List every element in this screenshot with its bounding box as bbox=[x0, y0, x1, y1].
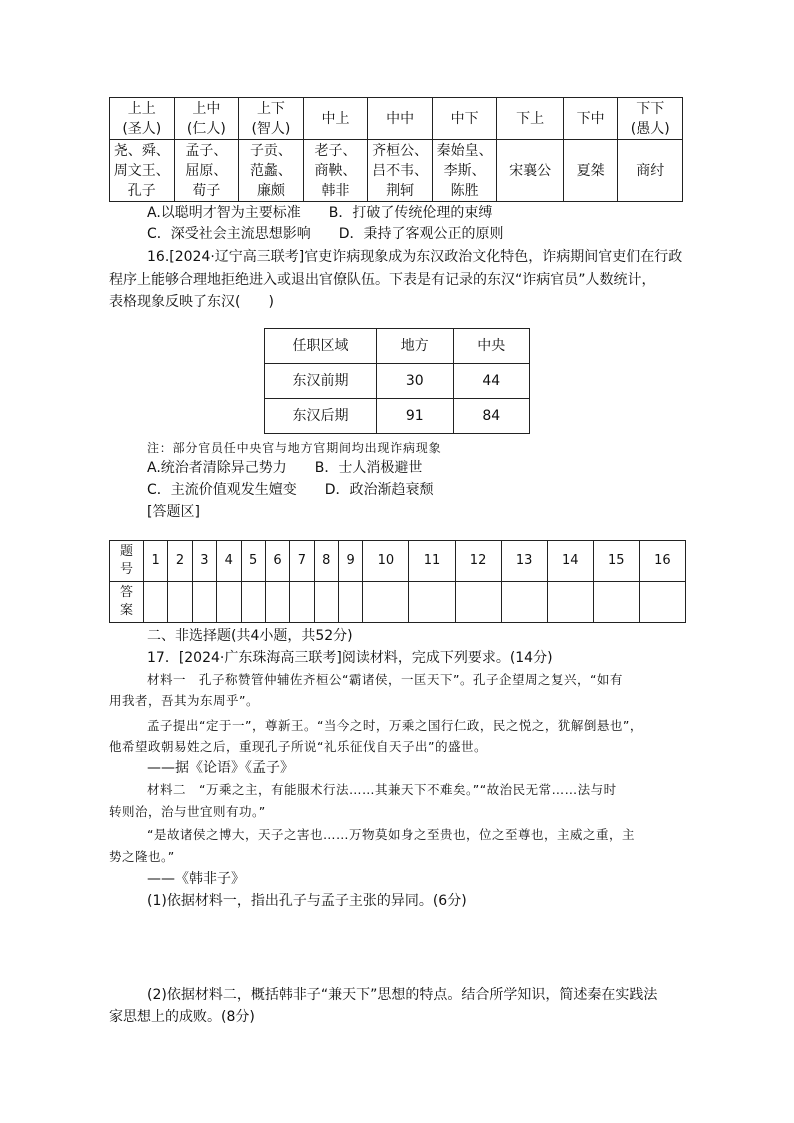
question-number: 4 bbox=[217, 541, 241, 582]
answer-cell-8[interactable] bbox=[314, 582, 338, 623]
table-row bbox=[110, 541, 686, 582]
answer-cell-3[interactable] bbox=[192, 582, 216, 623]
table-header: 下下 (愚人) bbox=[618, 98, 683, 140]
answer-cell-13[interactable] bbox=[501, 582, 547, 623]
question-number: 13 bbox=[501, 541, 547, 582]
answer-cell-4[interactable] bbox=[217, 582, 241, 623]
table-cell: 东汉后期 bbox=[265, 399, 377, 434]
answer-cell-10[interactable] bbox=[363, 582, 409, 623]
table-cell: 孟子、 屈原、 荀子 bbox=[174, 140, 239, 202]
table-row bbox=[110, 98, 683, 140]
material1-line-3: 孟子提出“定于一”，尊新王。“当今之时，万乘之国行仁政，民之悦之，犹解倒悬也”， bbox=[147, 718, 643, 733]
q15-option-line-2: C．深受社会主流思想影响 D．秉持了客观公正的原则 bbox=[147, 226, 504, 242]
question-number: 6 bbox=[265, 541, 289, 582]
question-number: 2 bbox=[168, 541, 192, 582]
question-number: 12 bbox=[455, 541, 501, 582]
table-header: 中上 bbox=[303, 98, 368, 140]
q17-sub1: (1)依据材料一，指出孔子与孟子主张的异同。(6分) bbox=[147, 893, 467, 909]
question-number: 5 bbox=[241, 541, 265, 582]
material1-line-4: 他希望政朝易姓之后，重现孔子所说“礼乐征伐自天子出”的盛世。 bbox=[109, 739, 487, 754]
answer-cell-5[interactable] bbox=[241, 582, 265, 623]
table-cell: 91 bbox=[377, 399, 453, 434]
table-cell: 尧、舜、 周文王、 孔子 bbox=[110, 140, 175, 202]
question-number: 10 bbox=[363, 541, 409, 582]
table-row bbox=[110, 140, 683, 202]
section-heading: 二、非选择题(共4小题，共52分) bbox=[147, 628, 353, 644]
question-number: 8 bbox=[314, 541, 338, 582]
table-cell: 东汉前期 bbox=[265, 364, 377, 399]
answer-cell-15[interactable] bbox=[593, 582, 639, 623]
row-label: 题 号 bbox=[110, 541, 144, 582]
table-cell: 齐桓公、 吕不韦、 荆轲 bbox=[368, 140, 433, 202]
question-number: 7 bbox=[290, 541, 314, 582]
q16-option-line-2: C．主流价值观发生嬗变 D．政治渐趋衰颓 bbox=[147, 482, 434, 498]
q17-sub2-line-2: 家思想上的成败。(8分) bbox=[109, 1009, 255, 1025]
q16-stem-line-2: 程序上能够合理地拒绝进入或退出官僚队伍。下表是有记录的东汉“诈病官员”人数统计， bbox=[109, 272, 656, 288]
table-header: 地方 bbox=[377, 329, 453, 364]
table-header: 中下 bbox=[432, 98, 497, 140]
question-number: 11 bbox=[409, 541, 455, 582]
table-header: 上上 (圣人) bbox=[110, 98, 175, 140]
material1-line-1: 材料一 孔子称赞管仲辅佐齐桓公“霸诸侯，一匡天下”。孔子企望周之复兴，“如有 bbox=[147, 672, 623, 687]
q16-stem-line-3: 表格现象反映了东汉( ) bbox=[109, 294, 274, 310]
table-header: 上下 (智人) bbox=[239, 98, 304, 140]
table-row bbox=[110, 582, 686, 623]
material2-line-2: 转则治，治与世宜则有功。” bbox=[109, 804, 266, 819]
table-header: 中央 bbox=[453, 329, 529, 364]
question-number: 1 bbox=[144, 541, 168, 582]
table-header: 任职区域 bbox=[265, 329, 377, 364]
question-number: 16 bbox=[639, 541, 685, 582]
question-number: 9 bbox=[339, 541, 363, 582]
question-number: 3 bbox=[192, 541, 216, 582]
answer-cell-9[interactable] bbox=[339, 582, 363, 623]
answer-cell-1[interactable] bbox=[144, 582, 168, 623]
material2-source: ——《韩非子》 bbox=[147, 871, 245, 887]
table-cell: 夏桀 bbox=[563, 140, 618, 202]
material1-source: ——据《论语》《孟子》 bbox=[147, 760, 294, 776]
table-note: 注：部分官员任中央官与地方官期间均出现诈病现象 bbox=[147, 441, 442, 455]
question-number: 14 bbox=[547, 541, 593, 582]
q16-stem-line-1: 16.[2024·辽宁高三联考]官吏诈病现象成为东汉政治文化特色，诈病期间官吏们在行政 bbox=[147, 249, 683, 265]
sick-officials-table bbox=[264, 328, 530, 434]
answer-cell-2[interactable] bbox=[168, 582, 192, 623]
material2-line-4: 势之隆也。” bbox=[109, 849, 175, 864]
table-cell: 44 bbox=[453, 364, 529, 399]
table-cell: 秦始皇、 李斯、 陈胜 bbox=[432, 140, 497, 202]
q17-sub2-line-1: (2)依据材料二，概括韩非子“兼天下”思想的特点。结合所学知识，简述秦在实践法 bbox=[147, 987, 658, 1003]
figure-rank-table bbox=[109, 97, 683, 202]
table-header: 下中 bbox=[563, 98, 618, 140]
q16-option-line-1: A.统治者清除异己势力 B．士人消极避世 bbox=[147, 460, 423, 476]
table-row bbox=[265, 399, 530, 434]
table-cell: 宋襄公 bbox=[497, 140, 563, 202]
answer-cell-11[interactable] bbox=[409, 582, 455, 623]
table-header: 下上 bbox=[497, 98, 563, 140]
table-cell: 老子、 商鞅、 韩非 bbox=[303, 140, 368, 202]
answer-grid bbox=[109, 540, 686, 623]
q15-option-line-1: A.以聪明才智为主要标准 B．打破了传统伦理的束缚 bbox=[147, 205, 493, 221]
table-cell: 30 bbox=[377, 364, 453, 399]
answer-cell-7[interactable] bbox=[290, 582, 314, 623]
answer-area-label: [答题区] bbox=[147, 504, 200, 520]
row-label: 答 案 bbox=[110, 582, 144, 623]
q17-title: 17．[2024·广东珠海高三联考]阅读材料，完成下列要求。(14分) bbox=[147, 650, 553, 666]
table-header: 上中 (仁人) bbox=[174, 98, 239, 140]
material1-line-2: 用我者，吾其为东周乎”。 bbox=[109, 693, 259, 708]
answer-cell-16[interactable] bbox=[639, 582, 685, 623]
table-row bbox=[265, 329, 530, 364]
answer-cell-6[interactable] bbox=[265, 582, 289, 623]
table-row bbox=[265, 364, 530, 399]
table-header: 中中 bbox=[368, 98, 433, 140]
table-cell: 84 bbox=[453, 399, 529, 434]
answer-cell-14[interactable] bbox=[547, 582, 593, 623]
table-cell: 子贡、 范蠡、 廉颇 bbox=[239, 140, 304, 202]
table-cell: 商纣 bbox=[618, 140, 683, 202]
material2-line-3: “是故诸侯之博大，天子之害也……万物莫如身之至贵也，位之至尊也，主威之重，主 bbox=[147, 827, 635, 842]
answer-cell-12[interactable] bbox=[455, 582, 501, 623]
material2-line-1: 材料二 “万乘之主，有能服术行法……其兼天下不难矣。”“故治民无常……法与时 bbox=[147, 782, 617, 797]
question-number: 15 bbox=[593, 541, 639, 582]
